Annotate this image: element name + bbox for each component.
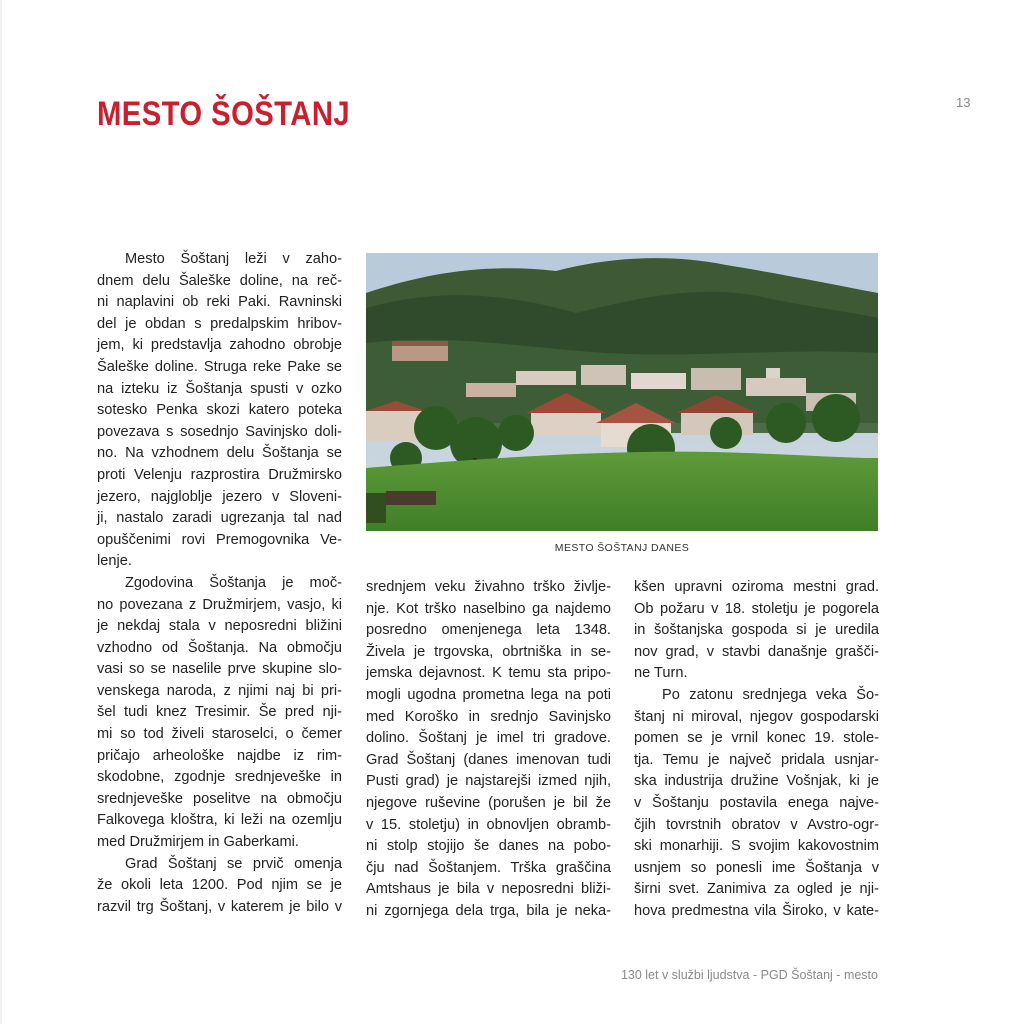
text-line: venskega naroda, z njimi naj bi pri- <box>97 682 342 699</box>
text-line: nov grad, v stavbi današnje grašči- <box>634 643 879 660</box>
text-line: v 15. stoletju) in obnovljen obramb- <box>366 816 611 833</box>
text-line: Pusti grad) je najstarejši izmed njih, <box>366 773 611 790</box>
text-line: no povezana z Družmirjem, vasjo, ki <box>97 596 342 613</box>
landscape-illustration <box>366 253 878 531</box>
text-line: nje. Kot trško naselbino ga najdemo <box>366 600 611 617</box>
text-line: dnem delu Šaleške doline, na reč- <box>97 272 342 289</box>
text-line: šel tudi knez Tresimir. Še pred nji- <box>97 704 342 721</box>
text-line: ji, nastalo zaradi ugrezanja tal nad <box>97 510 342 527</box>
text-line: srednjeveške poselitve na območju <box>97 790 342 807</box>
page-number: 13 <box>956 95 971 110</box>
page-edge <box>0 0 2 1024</box>
text-line: ska industrija družine Vošnjak, ki je <box>634 773 879 790</box>
text-line: Zgodovina Šoštanja je moč- <box>125 574 342 591</box>
text-line: že okoli leta 1200. Pod njim se je <box>97 877 342 894</box>
text-line: ni stolp stojijo še danes na pobo- <box>366 838 611 855</box>
text-line: Grad Šoštanj se prvič omenja <box>125 855 342 872</box>
running-footer: 130 let v službi ljudstva - PGD Šoštanj - mesto <box>620 968 878 982</box>
text-line: na izteku iz Šoštanja spusti v ozko <box>97 380 342 397</box>
text-line: posredno omenjenega leta 1348. <box>366 622 611 639</box>
text-line: ski monarhiji. S svojim kakovostnim <box>634 838 879 855</box>
text-line: med Koroško in srednjo Savinjsko <box>366 708 611 725</box>
text-line: usnjem so ponesli ime Šoštanja v <box>634 859 879 876</box>
photo-caption: MESTO ŠOŠTANJ DANES <box>554 542 690 554</box>
text-line: proti Velenju razprostira Družmirsko <box>97 466 342 483</box>
text-line: štanj ni miroval, njegov gospodarski <box>634 708 879 725</box>
text-column-2 <box>366 577 611 923</box>
text-column-1 <box>97 249 342 918</box>
text-line: mogli ugodna prometna lega na poti <box>366 686 611 703</box>
text-line: opuščenimi rovi Premogovnika Ve- <box>97 531 342 548</box>
text-line: je nekdaj stala v neposredni bližini <box>97 618 342 635</box>
text-line: tja. Temu je največ pridala usnjar- <box>634 751 879 768</box>
hillside-building <box>392 345 448 361</box>
text-line: čjih tovrstnih obratov v Avstro-ogr- <box>634 816 879 833</box>
town-photo <box>366 253 878 531</box>
text-line: sotesko Penka skozi katero poteka <box>97 402 342 419</box>
text-line: in šoštanjska gospoda si je uredila <box>634 622 879 639</box>
text-line: v Šoštanju postavila enega najve- <box>634 794 879 811</box>
text-line: Amtshaus je bila v neposredni bliži- <box>366 881 611 898</box>
text-line: kšen upravni oziroma mestni grad. <box>634 579 879 595</box>
text-line: njegove ruševine (porušen je bil že <box>366 794 611 811</box>
text-line: širni svet. Zanimiva za ogled je nji- <box>634 881 879 898</box>
text-line: vzhodno od Šoštanja. Na območju <box>97 639 342 656</box>
text-line: no. Na vzhodnem delu Šoštanja se <box>97 445 342 462</box>
text-line: dolino. Šoštanj je imel tri gradove. <box>366 730 611 747</box>
text-line: jemska dejavnost. K temu sta pripo- <box>366 665 611 682</box>
text-line: vasi so se naselile prve skupine slo- <box>97 661 342 678</box>
text-line: del je obdan s predalpskim hribov- <box>97 315 342 332</box>
text-line: Po zatonu srednjega veka Šo- <box>662 686 879 703</box>
text-line: povezava s sosednjo Savinjsko doli- <box>97 423 342 440</box>
text-line: Grad Šoštanj (danes imenovan tudi <box>366 751 611 768</box>
text-line: Živela je trgovska, obrtniška in se- <box>366 643 611 660</box>
text-line: Šaleške doline. Struga reke Pake se <box>97 358 342 375</box>
text-line: lenje. <box>97 553 132 570</box>
text-line: med Družmirjem in Gaberkami. <box>97 834 299 851</box>
text-line: razvil trg Šoštanj, v katerem je bilo v <box>97 898 342 915</box>
text-line: pričajo arheološke najdbe iz rim- <box>97 747 342 764</box>
text-line: ne Turn. <box>634 665 688 682</box>
text-line: mi so tod živeli staroselci, o čemer <box>97 726 342 743</box>
text-line: hova predmestna vila Široko, v kate- <box>634 902 879 919</box>
text-line: čju nad Šoštanjem. Trška graščina <box>366 859 611 876</box>
text-line: jezero, najgloblje jezero v Sloveni- <box>97 488 342 505</box>
text-line: Ob požaru v 18. stoletju je pogorela <box>634 600 879 617</box>
text-line: skodobne, zgodnje srednjeveške in <box>97 769 342 786</box>
text-column-3 <box>634 577 879 923</box>
text-line: pomen se je vrnil konec 19. stole- <box>634 730 879 747</box>
text-line: srednjem veku živahno trško življe- <box>366 579 611 595</box>
text-line: Falkovega kloštra, ki leži na ozemlju <box>97 812 342 829</box>
page-title: MESTO ŠOŠTANJ <box>97 95 351 133</box>
text-line: jem, ki predstavlja zahodno obrobje <box>97 337 342 354</box>
text-line: ni zgornjega dela trga, bila je neka- <box>366 902 611 919</box>
shed <box>386 491 436 505</box>
meadow <box>366 452 878 531</box>
text-line: Mesto Šoštanj leži v zaho- <box>125 251 342 267</box>
text-line: ni naplavini ob reki Paki. Ravninski <box>97 294 342 311</box>
